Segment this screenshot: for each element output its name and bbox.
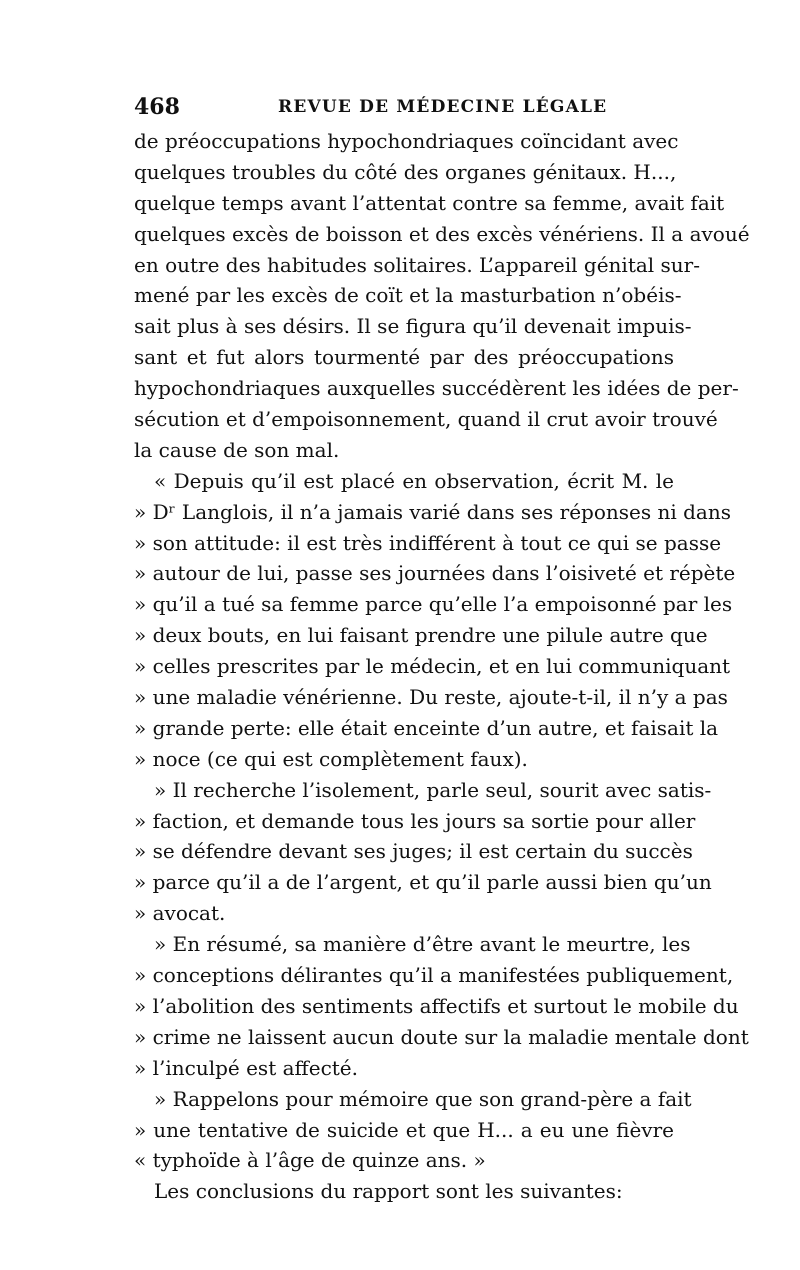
text-line-10: sécution et d’empoisonnement, quand il crut avoir trouvé — [134, 407, 718, 432]
text-line-20: » grande perte: elle était enceinte d’un autre, et faisait la — [134, 715, 719, 740]
text-line-13: » Dʳ Langlois, il n’a jamais varié dans ses réponses ni dans — [134, 499, 732, 524]
text-line-7: sait plus à ses désirs. Il se figura qu’il devenait impuis- — [134, 314, 692, 339]
text-line-32: » Rappelons pour mémoire que son grand-père a fait — [154, 1086, 692, 1111]
text-line-15: » autour de lui, passe ses journées dans l’oisiveté et répète — [134, 561, 736, 586]
text-line-2: quelques troubles du côté des organes génitaux. H..., — [134, 159, 677, 184]
text-line-19: » une maladie vénérienne. Du reste, ajoute-t-il, il n’y a pas — [134, 685, 728, 710]
text-line-6: mené par les excès de coït et la masturbation n’obéis- — [134, 283, 682, 308]
text-line-17: » deux bouts, en lui faisant prendre une pilule autre que — [134, 623, 708, 648]
text-line-33: » une tentative de suicide et que H... a eu une fièvre — [134, 1117, 674, 1142]
text-line-22: » Il recherche l’isolement, parle seul, sourit avec satis- — [154, 777, 712, 802]
text-line-31: » l’inculpé est affecté. — [134, 1055, 358, 1080]
body-text — [134, 126, 750, 1207]
text-line-26: » avocat. — [134, 901, 226, 926]
running-head: REVUE DE MÉDECINE LÉGALE — [278, 97, 608, 117]
page-number: 468 — [134, 94, 180, 120]
text-line-24: » se défendre devant ses juges; il est certain du succès — [134, 839, 693, 864]
text-line-29: » l’abolition des sentiments affectifs et surtout le mobile du — [134, 993, 739, 1018]
text-line-23: » faction, et demande tous les jours sa sortie pour aller — [134, 808, 696, 833]
text-line-8: sant et fut alors tourmenté par des préoccupations — [134, 345, 674, 370]
text-line-4: quelques excès de boisson et des excès vénériens. Il a avoué — [134, 221, 750, 246]
text-line-1: de préoccupations hypochondriaques coïncidant avec — [134, 129, 679, 153]
text-line-25: » parce qu’il a de l’argent, et qu’il parle aussi bien qu’un — [134, 870, 712, 895]
text-line-5: en outre des habitudes solitaires. L’appareil génital sur- — [134, 252, 700, 277]
text-line-35: Les conclusions du rapport sont les suivantes: — [154, 1179, 623, 1204]
text-line-34: « typhoïde à l’âge de quinze ans. » — [134, 1148, 486, 1173]
text-line-12: « Depuis qu’il est placé en observation, écrit M. le — [154, 468, 674, 493]
text-line-30: » crime ne laissent aucun doute sur la maladie mentale dont — [134, 1024, 749, 1049]
text-line-3: quelque temps avant l’attentat contre sa femme, avait fait — [134, 190, 725, 215]
text-line-16: » qu’il a tué sa femme parce qu’elle l’a empoisonné par les — [134, 592, 733, 617]
text-line-21: » noce (ce qui est complètement faux). — [134, 746, 528, 771]
text-line-9: hypochondriaques auxquelles succédèrent les idées de per- — [134, 376, 739, 401]
text-line-18: » celles prescrites par le médecin, et en lui communiquant — [134, 654, 731, 679]
text-line-27: » En résumé, sa manière d’être avant le meurtre, les — [154, 932, 691, 957]
text-line-28: » conceptions délirantes qu’il a manifestées publiquement, — [134, 963, 734, 988]
page-header — [134, 90, 674, 124]
text-line-14: » son attitude: il est très indifférent à tout ce qui se passe — [134, 530, 722, 555]
text-line-11: la cause de son mal. — [134, 437, 340, 462]
